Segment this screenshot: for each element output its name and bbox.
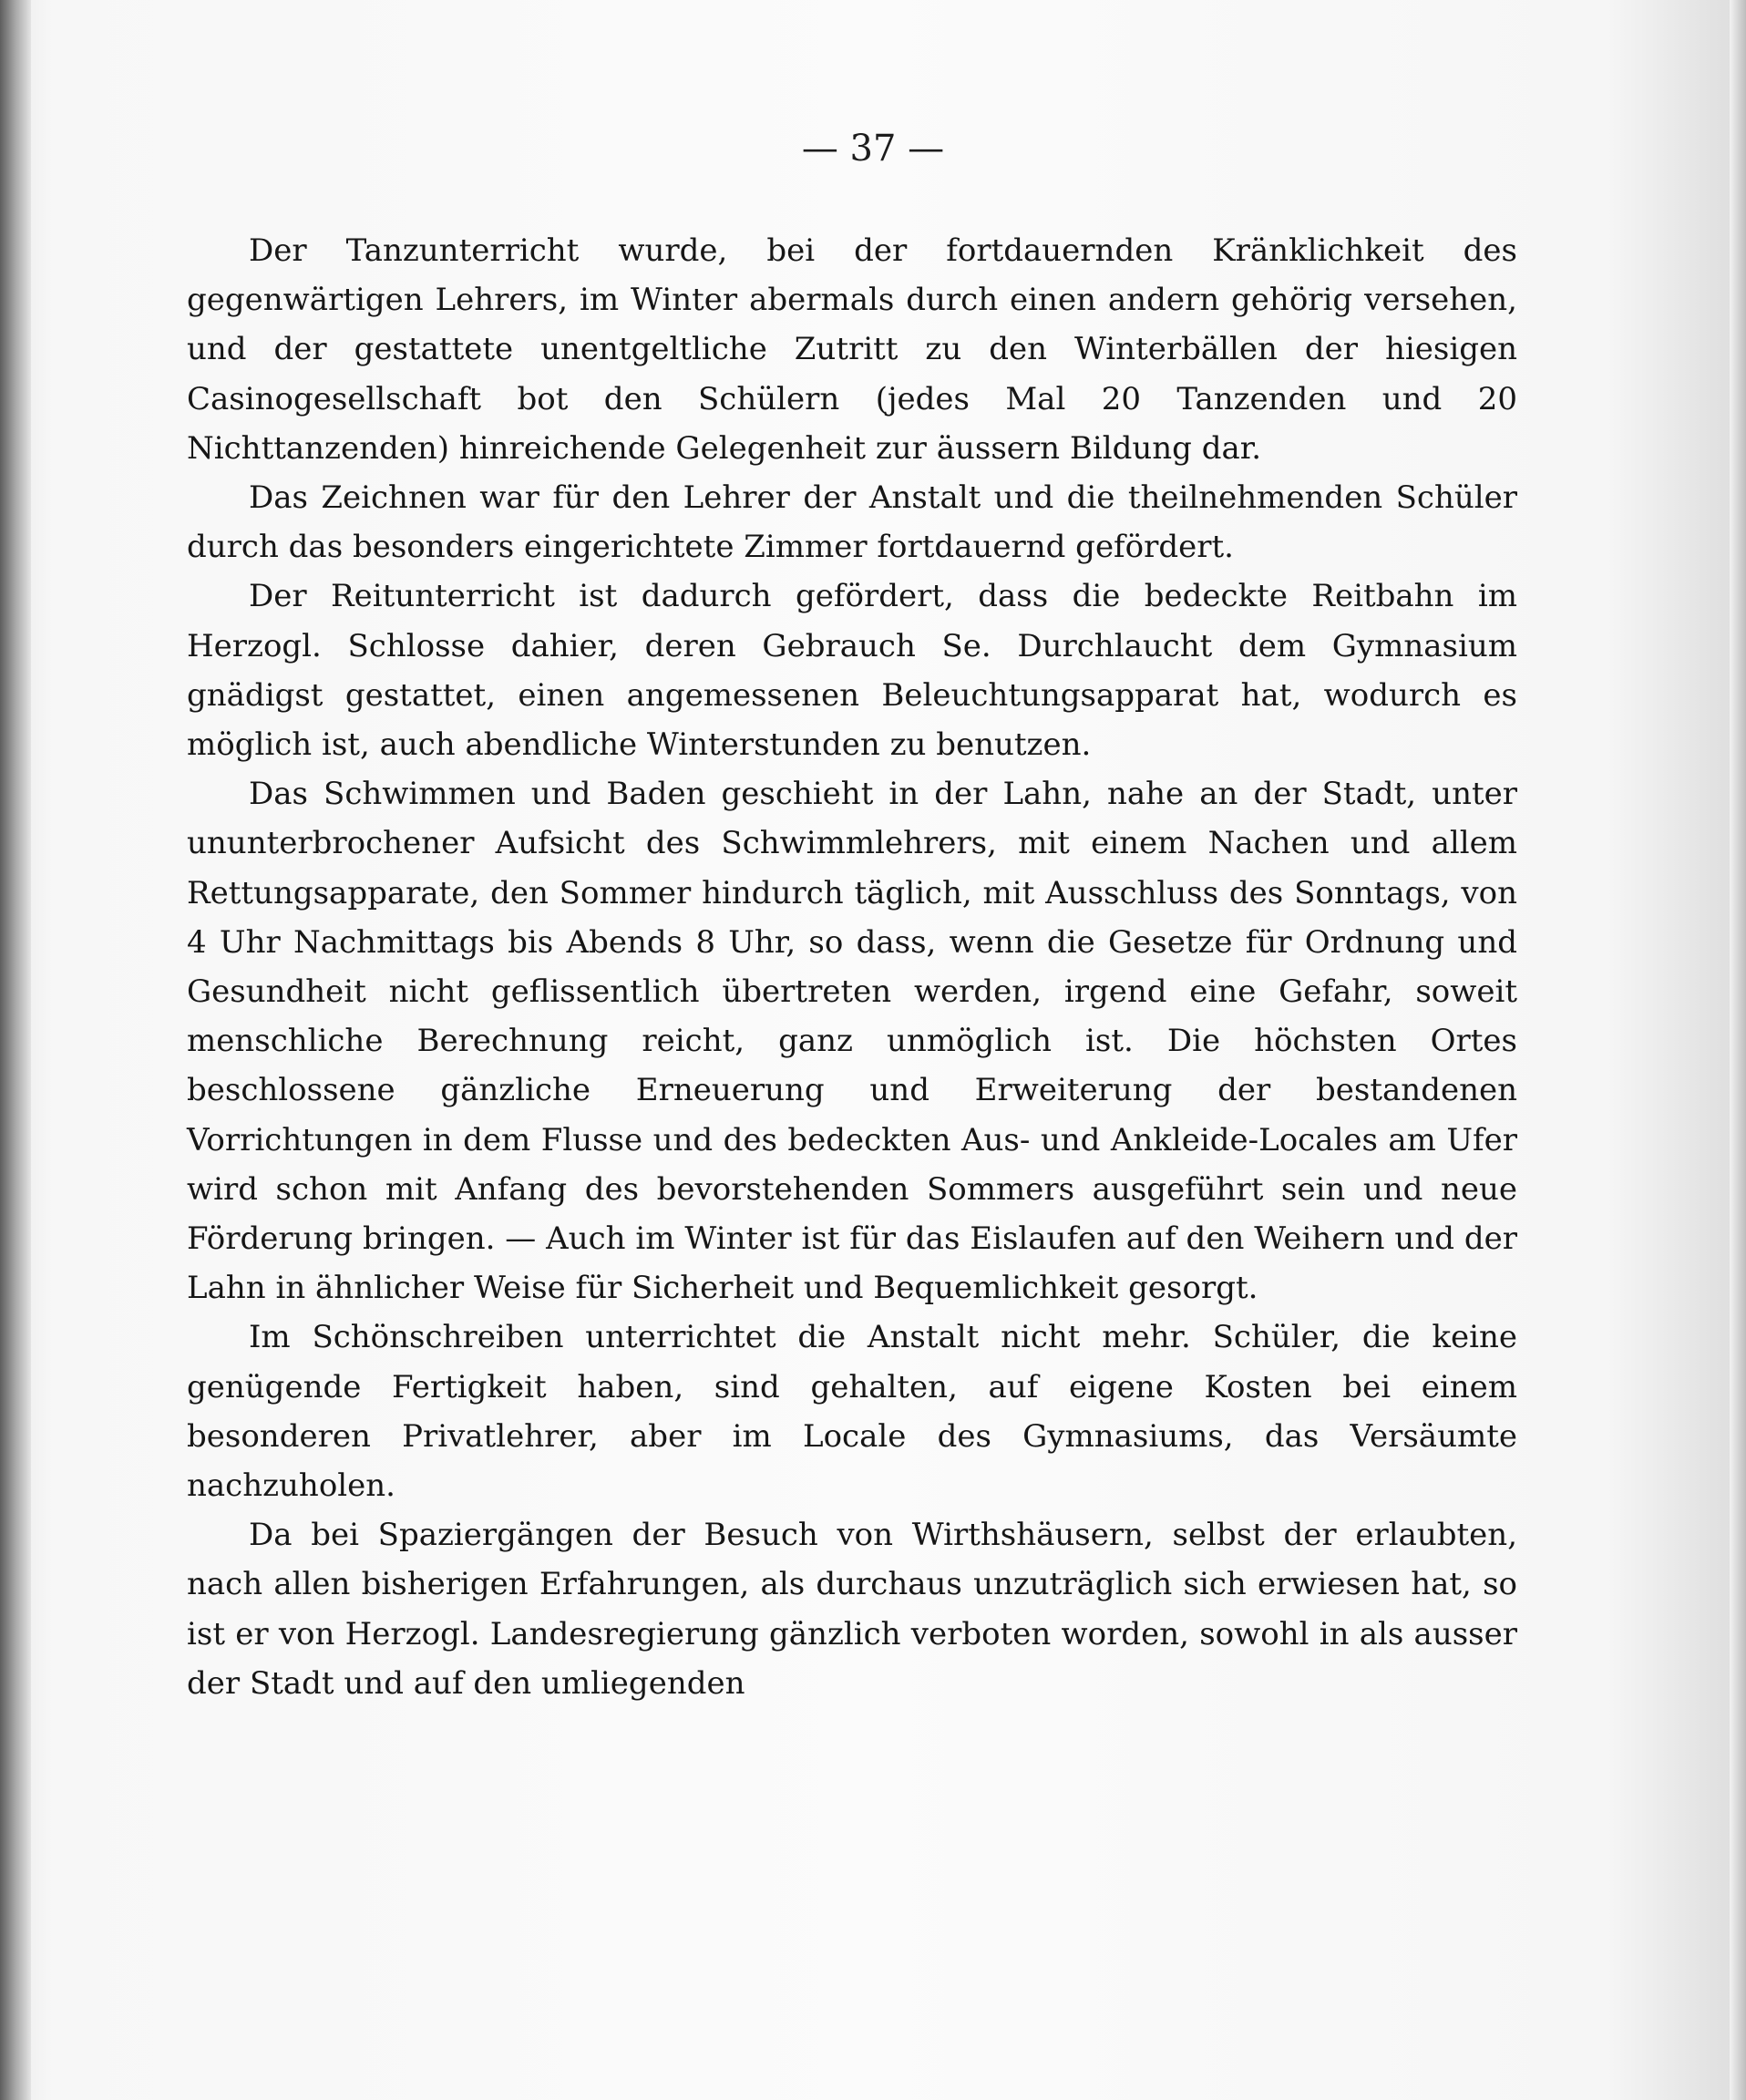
body-text — [187, 226, 1517, 1708]
page-edge — [1730, 0, 1746, 2100]
paragraph-drawing: Das Zeichnen war für den Lehrer der Anstalt und die theilnehmenden Schüler durch das besonders eingerichtete Zimmer fortdauernd gefördert. — [187, 479, 1517, 566]
paragraph-riding: Der Reitunterricht ist dadurch gefördert, dass die bedeckte Reitbahn im Herzogl. Schlosse dahier, deren Gebrauch Se. Durchlaucht dem Gymnasium gnädigst gestattet, einen angemessenen Beleuchtungsapparat hat, wodurch es möglich ist, auch abendliche Winterstunden zu benutzen. — [187, 578, 1517, 764]
paragraph-swimming: Das Schwimmen und Baden geschieht in der Lahn, nahe an der Stadt, unter ununterbrochener Aufsicht des Schwimmlehrers, mit einem Nachen und allem Rettungsapparate, den Sommer hindurch täglich, mit Ausschluss des Sonntags, von 4 Uhr Nachmittags bis Abends 8 Uhr, so dass, wenn die Gesetze für Ordnung und Gesundheit nicht geflissentlich übertreten werden, irgend eine Gefahr, soweit menschliche Berechnung reicht, ganz unmöglich ist. Die höchsten Ortes beschlossene gänzliche Erneuerung und Erweiterung der bestandenen Vorrichtungen in dem Flusse und des bedeckten Aus- und Ankleide-Locales am Ufer wird schon mit Anfang des bevorstehenden Sommers ausgeführt sein und neue Förderung bringen. — Auch im Winter ist für das Eislaufen auf den Weihern und der Lahn in ähnlicher Weise für Sicherheit und Bequemlichkeit gesorgt. — [187, 776, 1517, 1307]
binding-gutter-shadow — [0, 0, 31, 2100]
paragraph-walks: Da bei Spaziergängen der Besuch von Wirthshäusern, selbst der erlaubten, nach allen bisherigen Erfahrungen, als durchaus unzuträglich sich erwiesen hat, so ist er von Herzogl. Landesregierung gänzlich verboten worden, sowohl in als ausser der Stadt und auf den umliegenden — [187, 1517, 1517, 1702]
paragraph-dancing: Der Tanzunterricht wurde, bei der fortdauernden Kränklichkeit des gegenwärtigen Lehrers, im Winter abermals durch einen andern gehörig versehen, und der gestattete unentgeltliche Zutritt zu den Winterbällen der hiesigen Casinogesellschaft bot den Schülern (jedes Mal 20 Tanzenden und 20 Nichttanzenden) hinreichende Gelegenheit zur äussern Bildung dar. — [187, 232, 1517, 467]
paragraph-handwriting: Im Schönschreiben unterrichtet die Anstalt nicht mehr. Schüler, die keine genügende Fertigkeit haben, sind gehalten, auf eigene Kosten bei einem besonderen Privatlehrer, aber im Locale des Gymnasiums, das Versäumte nachzuholen. — [187, 1319, 1517, 1505]
page-number: — 37 — — [801, 128, 945, 170]
